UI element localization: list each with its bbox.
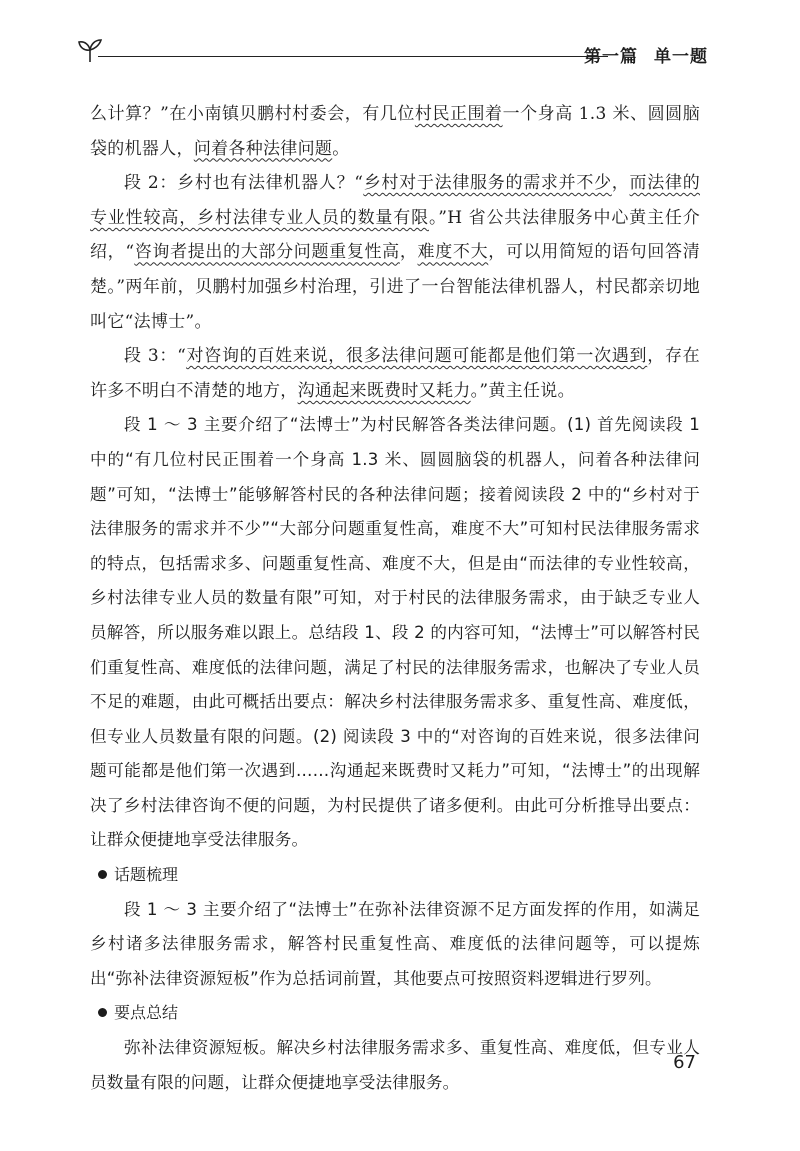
original-paragraph-1: 么计算？”在小南镇贝鹏村村委会，有几位村民正围着一个身高 1.3 米、圆圆脑袋的机器人，问着各种法律问题。 bbox=[90, 104, 701, 159]
topic-review-heading: 话题梳理 bbox=[98, 858, 700, 893]
original-paragraph-3: 段 3：“对咨询的百姓来说，很多法律问题可能都是他们第一次遇到，存在许多不明白不清楚的地方，沟通起来既费时又耗力。”黄主任说。 bbox=[90, 346, 700, 401]
page-header bbox=[76, 32, 708, 72]
key-points-paragraph: 弥补法律资源短板。解决乡村法律服务需求多、重复性高、难度低，但专业人员数量有限的问题，让群众便捷地享受法律服务。 bbox=[90, 1038, 700, 1092]
wavy-underline: 乡村对于法律服务的需求并不少 bbox=[363, 173, 612, 194]
header-rule bbox=[98, 56, 608, 57]
topic-review-paragraph: 段 1 ～ 3 主要介绍了“法博士”在弥补法律资源不足方面发挥的作用，如满足乡村诸多法律服务需求，解答村民重复性高、难度低的法律问题等，可以提炼出“弥补法律资源短板”作为总括词前置，其他要点可按照资料逻辑进行罗列。 bbox=[90, 899, 700, 988]
wavy-underline: 村民正围着 bbox=[414, 104, 503, 124]
page-number: 67 bbox=[673, 1052, 696, 1073]
wavy-underline: 咨询者提出的大部分问题重复性高 bbox=[134, 242, 400, 263]
original-paragraph-2: 段 2：乡村也有法律机器人？“乡村对于法律服务的需求并不少，而法律的专业性较高，乡村法律专业人员的数量有限。”H 省公共法律服务中心黄主任介绍，“咨询者提出的大部分问题重复性高，难度不大，可以用简短的语句回答清楚。”两年前，贝鹏村加强乡村治理，引进了一台智能法律机器人，村民都亲切地叫它“法博士”。 bbox=[90, 173, 701, 332]
wavy-underline: 对咨询的百姓来说，很多法律问题可能都是他们第一次遇到 bbox=[186, 346, 648, 367]
wavy-underline: 问着各种法律问题 bbox=[193, 138, 333, 159]
wavy-underline: 而法律的专业性较高，乡村法律专业人员的数量有限 bbox=[90, 173, 700, 228]
bullet-icon bbox=[98, 1008, 107, 1017]
wavy-underline: 难度不大 bbox=[417, 242, 489, 263]
sprout-icon bbox=[76, 38, 104, 64]
bullet-icon bbox=[98, 870, 107, 879]
key-points-heading: 要点总结 bbox=[98, 996, 700, 1031]
analysis-paragraph: 段 1 ～ 3 主要介绍了“法博士”为村民解答各类法律问题。(1) 首先阅读段 1 中的“有几位村民正围着一个身高 1.3 米、圆圆脑袋的机器人，问着各种法律问题”可知，“法博士”能够解答村民的各种法律问题；接着阅读段 2 中的“乡村对于法律服务的需求并不少”“大部分问题重复性高，难度不大”可知村民法律服务需求的特点，包括需求多、问题重复性高、难度不大，但是由“而法律的专业性较高，乡村法律专业人员的数量有限”可知，对于村民的法律服务需求，由于缺乏专业人员解答，所以服务难以跟上。总结段 1、段 2 的内容可知，“法博士”可以解答村民们重复性高、难度低的法律问题，满足了村民的法律服务需求，也解决了专业人员不足的难题，由此可概括出要点：解决乡村法律服务需求多、重复性高、难度低，但专业人员数量有限的问题。(2) 阅读段 3 中的“对咨询的百姓来说，很多法律问题可能都是他们第一次遇到……沟通起来既费时又耗力”可知，“法博士”的出现解决了乡村法律咨询不便的问题，为村民提供了诸多便利。由此可分析推导出要点：让群众便捷地享受法律服务。 bbox=[90, 415, 700, 850]
wavy-underline: 沟通起来既费时又耗力 bbox=[297, 380, 471, 401]
chapter-section: 单一题 bbox=[654, 47, 708, 67]
chapter-title bbox=[584, 42, 708, 67]
page-body bbox=[90, 97, 700, 1100]
chapter-part: 第一篇 bbox=[584, 47, 638, 67]
